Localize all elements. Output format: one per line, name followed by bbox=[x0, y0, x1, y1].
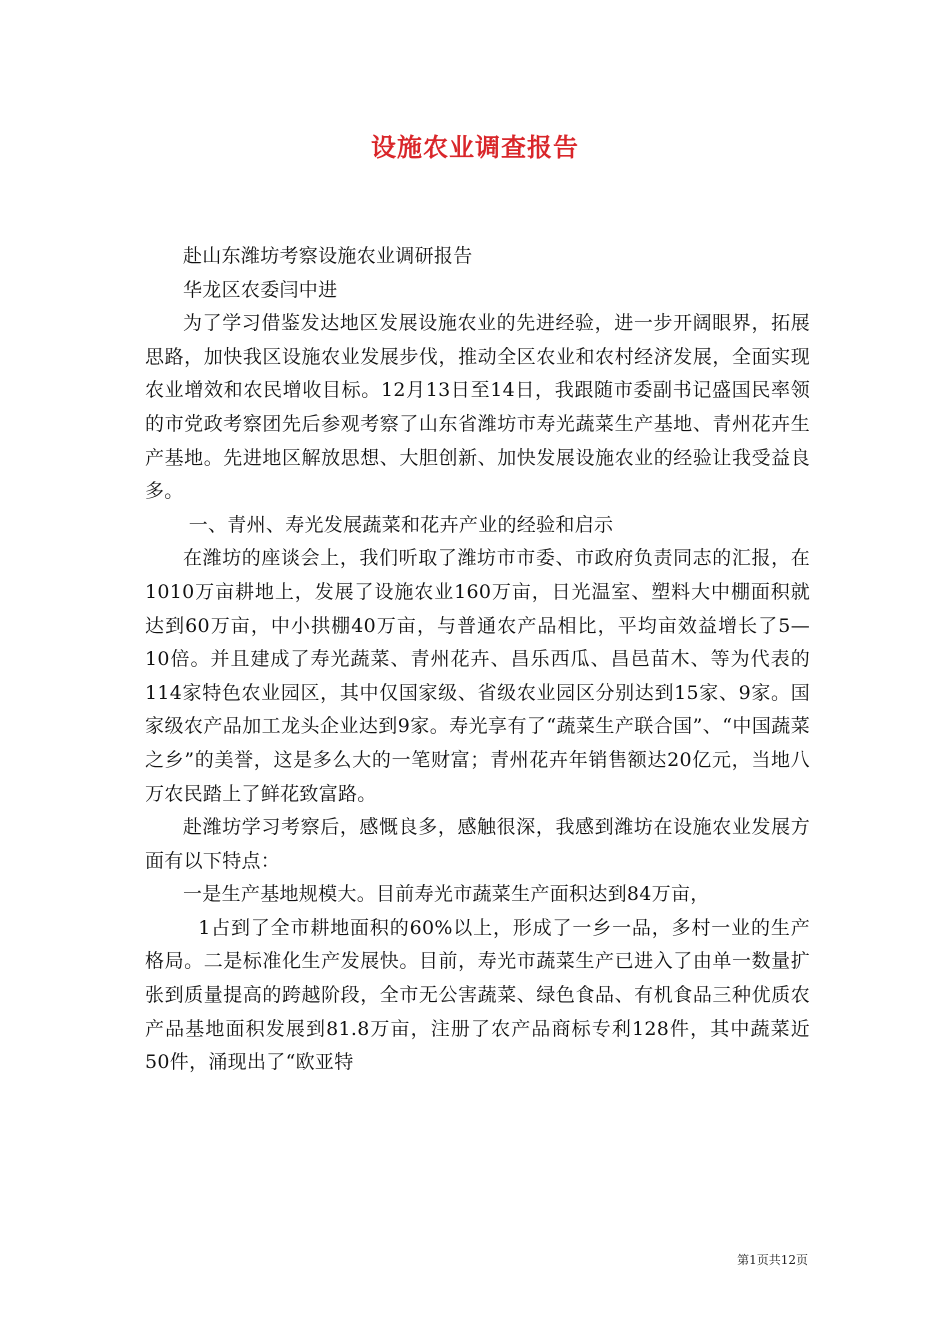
paragraph-symposium: 在潍坊的座谈会上，我们听取了潍坊市市委、市政府负责同志的汇报，在1010万亩耕地上，发展了设施农业160万亩，日光温室、塑料大中棚面积就达到60万亩，中小拱棚40万亩，与普通农产品相比，平均亩效益增长了5—10倍。并且建成了寿光蔬菜、青州花卉、昌乐西瓜、昌邑苗木、等为代表的114家特色农业园区，其中仅国家级、省级农业园区分别达到15家、9家。国家级农产品加工龙头企业达到9家。寿光享有了“蔬菜生产联合国”、“中国蔬菜之乡”的美誉，这是多么大的一笔财富；青州花卉年销售额达20亿元，当地八万农民踏上了鲜花致富路。 bbox=[145, 547, 810, 805]
paragraph-feature-continued: 1占到了全市耕地面积的60%以上，形成了一乡一品，多村一业的生产格局。二是标准化生产发展快。目前，寿光市蔬菜生产已进入了由单一数量扩张到质量提高的跨越阶段，全市无公害蔬菜、绿色食品、有机食品三种优质农产品基地面积发展到81.8万亩，注册了农产品商标专利128件，其中蔬菜近50件，涌现出了“欧亚特 bbox=[145, 916, 810, 1074]
section-heading: 一、青州、寿光发展蔬菜和花卉产业的经验和启示 bbox=[188, 513, 614, 536]
paragraph-features-intro: 赴潍坊学习考察后，感慨良多，感触很深，我感到潍坊在设施农业发展方面有以下特点： bbox=[145, 816, 810, 872]
document-title: 设施农业调查报告 bbox=[370, 133, 579, 162]
document-body bbox=[145, 240, 810, 1080]
report-author: 华龙区农委闫中进 bbox=[183, 278, 338, 301]
paragraph-intro: 为了学习借鉴发达地区发展设施农业的先进经验，进一步开阔眼界，拓展思路，加快我区设施农业发展步伐，推动全区农业和农村经济发展，全面实现农业增效和农民增收目标。12月13日至14日，我跟随市委副书记盛国民率领的市党政考察团先后参观考察了山东省潍坊市寿光蔬菜生产基地、青州花卉生产基地。先进地区解放思想、大胆创新、加快发展设施农业的经验让我受益良多。 bbox=[145, 312, 810, 503]
page-number: 第1页共12页 bbox=[737, 1253, 808, 1267]
paragraph-feature-one: 一是生产基地规模大。目前寿光市蔬菜生产面积达到84万亩， bbox=[183, 883, 710, 906]
report-subtitle: 赴山东潍坊考察设施农业调研报告 bbox=[183, 245, 473, 267]
